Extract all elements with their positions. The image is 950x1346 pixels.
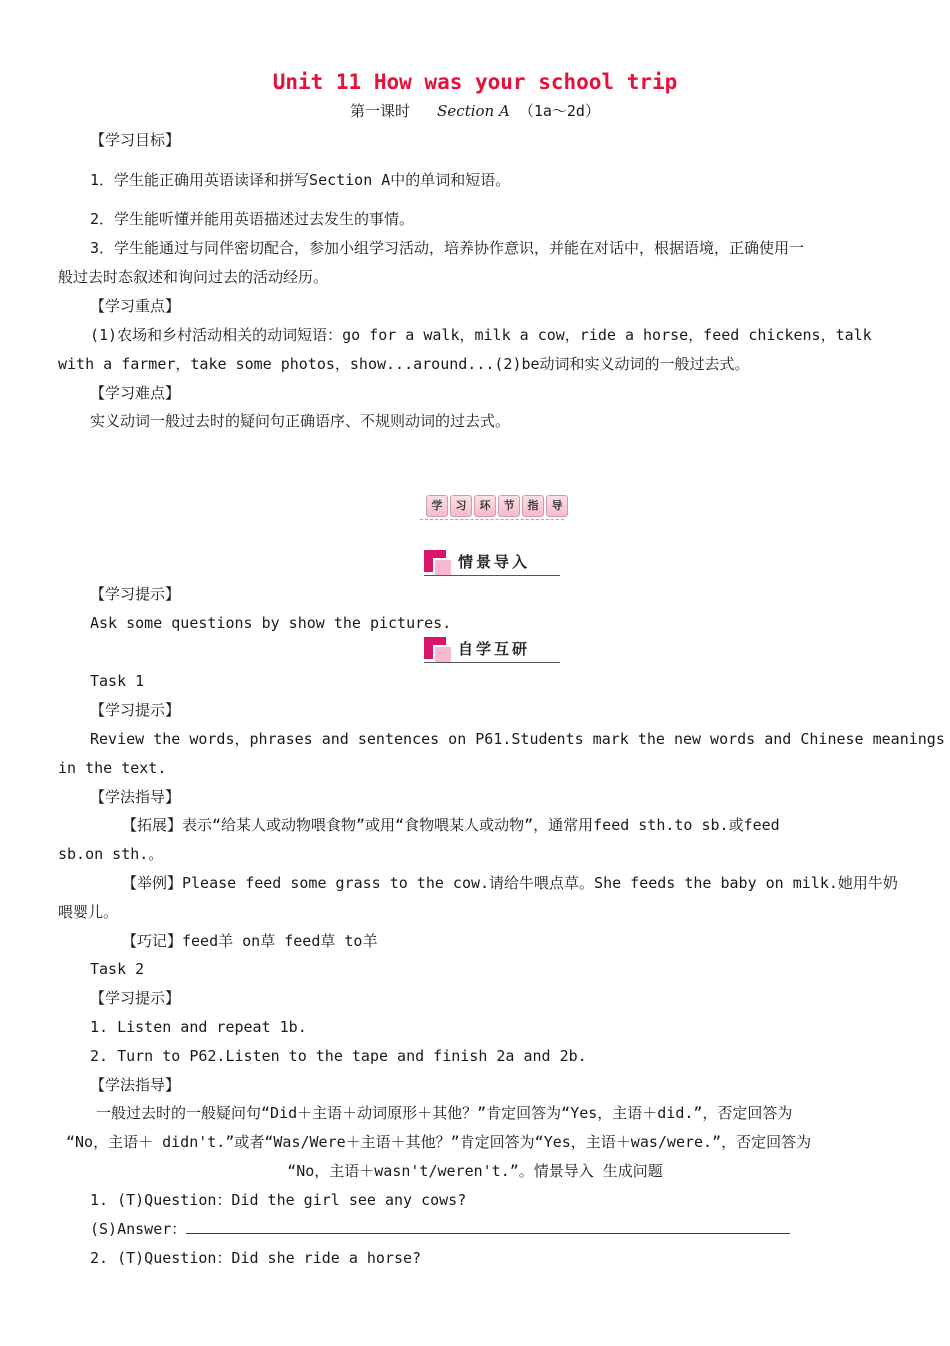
tip-label: 【学习提示】 xyxy=(90,585,181,603)
question-2: 2. (T)Question：Did she ride a horse? xyxy=(90,1249,422,1267)
method-text: 一般过去时的一般疑问句“Did＋主语＋动词原形＋其他？”肯定回答为“Yes，主语＋did.”，否定回答为 xyxy=(96,1104,793,1122)
difficulty-text: 实义动词一般过去时的疑问句正确语序、不规则动词的过去式。 xyxy=(90,412,511,430)
task1-label: Task 1 xyxy=(90,672,145,690)
banner-char: 学 xyxy=(426,495,448,517)
memo-text: 【巧记】feed羊 on草 feed草 to羊 xyxy=(122,932,378,950)
section-title: 情景导入 xyxy=(458,553,531,571)
tip-text: Ask some questions by show the pictures. xyxy=(90,614,452,632)
expand-text: 【拓展】表示“给某人或动物喂食物”或用“食物喂某人或动物”，通常用feed sth.to sb.或feed xyxy=(122,816,780,834)
example-text: 【举例】Please feed some grass to the cow.请给牛喂点草。She feeds the baby on milk.她用牛奶 xyxy=(122,874,898,892)
goal-line: 般过去时态叙述和询问过去的活动经历。 xyxy=(58,268,329,286)
goals-label: 【学习目标】 xyxy=(90,131,181,149)
key-line: (1)农场和乡村活动相关的动词短语：go for a walk，milk a cow，ride a horse，feed chickens，talk xyxy=(90,326,872,344)
banner-char: 环 xyxy=(474,495,496,517)
task2-label: Task 2 xyxy=(90,960,145,978)
goal-line: 3．学生能通过与同伴密切配合，参加小组学习活动，培养协作意识，并能在对话中，根据语境，正确使用一 xyxy=(90,239,805,257)
method-text: “No，主语＋wasn't/weren't.”。情景导入 生成问题 xyxy=(287,1162,663,1180)
section-title: 自学互研 xyxy=(458,640,531,658)
goal-line: 2．学生能听懂并能用英语描述过去发生的事情。 xyxy=(90,210,415,228)
tip-text: 1. Listen and repeat 1b. xyxy=(90,1018,307,1036)
tip-label: 【学习提示】 xyxy=(90,989,181,1007)
tip-label: 【学习提示】 xyxy=(90,701,181,719)
answer-1-label: (S)Answer： xyxy=(90,1220,187,1238)
key-label: 【学习重点】 xyxy=(90,297,181,315)
banner-char: 指 xyxy=(522,495,544,517)
goal-line: 1．学生能正确用英语读译和拼写Section A中的单词和短语。 xyxy=(90,171,511,189)
banner-divider xyxy=(420,519,564,520)
page-title: Unit 11 How was your school trip xyxy=(272,70,678,94)
method-label: 【学法指导】 xyxy=(90,1076,181,1094)
expand-text: sb.on sth.。 xyxy=(58,845,164,863)
banner-char: 节 xyxy=(498,495,520,517)
section-header-scene xyxy=(424,550,560,578)
example-text: 喂婴儿。 xyxy=(58,903,119,921)
answer-1-blank[interactable] xyxy=(186,1219,790,1234)
lesson-subtitle xyxy=(0,100,950,121)
tip-text: 2. Turn to P62.Listen to the tape and finish 2a and 2b. xyxy=(90,1047,587,1065)
banner-char: 导 xyxy=(546,495,568,517)
difficulty-label: 【学习难点】 xyxy=(90,384,181,402)
lesson-number: 第一课时 xyxy=(350,102,411,120)
banner-char: 习 xyxy=(450,495,472,517)
question-1: 1. (T)Question：Did the girl see any cows? xyxy=(90,1191,467,1209)
method-text: “No，主语＋ didn't.”或者“Was/Were＋主语＋其他？”肯定回答为“Yes，主语＋was/were.”，否定回答为 xyxy=(66,1133,812,1151)
section-name: Section A xyxy=(437,102,510,120)
key-line: with a farmer，take some photos，show...around...(2)be动词和实义动词的一般过去式。 xyxy=(58,355,750,373)
answer-1-row xyxy=(90,1219,790,1239)
section-range: （1a～2d） xyxy=(518,102,600,120)
section-underline xyxy=(424,662,560,663)
learning-guide-banner xyxy=(420,492,564,522)
section-underline xyxy=(424,575,560,576)
section-header-self-study xyxy=(424,637,560,665)
method-label: 【学法指导】 xyxy=(90,788,181,806)
tip-text: in the text. xyxy=(58,759,167,777)
tip-text: Review the words，phrases and sentences on P61.Students mark the new words and Chinese meanings xyxy=(90,730,945,748)
